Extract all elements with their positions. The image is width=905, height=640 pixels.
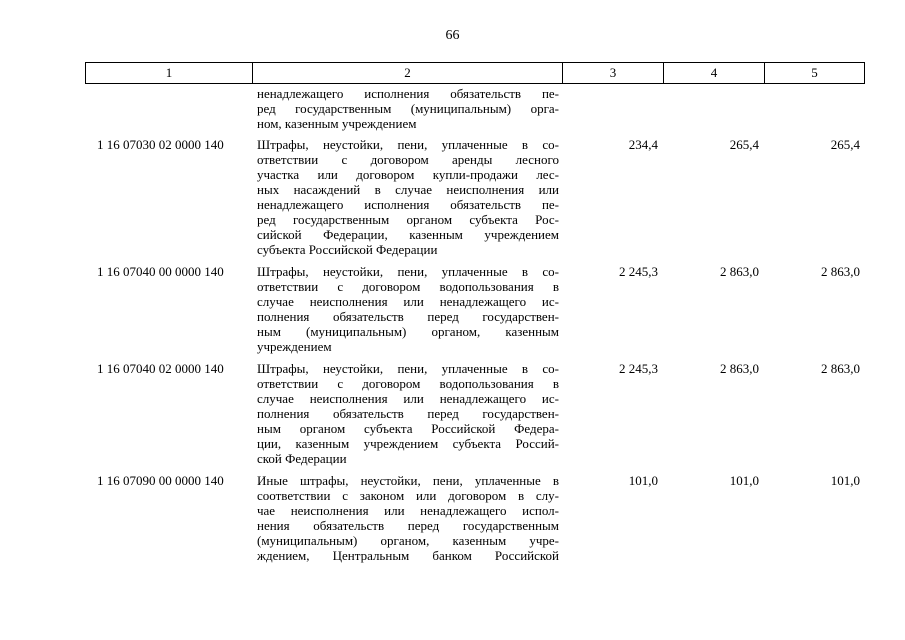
value-col4: 2 863,0 (720, 264, 759, 279)
description-line: ред государственным (муниципальным) орга- (257, 101, 559, 116)
value-col3: 2 245,3 (619, 361, 658, 376)
description-line: Штрафы, неустойки, пени, уплаченные в со- (257, 137, 559, 152)
description-line: случае неисполнения или ненадлежащего ис- (257, 294, 559, 309)
value-col3: 2 245,3 (619, 264, 658, 279)
column-header-5: 5 (764, 63, 865, 83)
value-col5: 101,0 (830, 473, 860, 488)
value-col4: 265,4 (729, 137, 759, 152)
value-col3: 234,4 (628, 137, 658, 152)
description-line: ждением, Центральным банком Российской (257, 548, 559, 563)
description-line: нения обязательств перед государственным (257, 518, 559, 533)
description-line: сийской Федерации, казенным учреждением (257, 227, 559, 242)
description-line: полнения обязательств перед государствен- (257, 309, 559, 324)
description-line: Иные штрафы, неустойки, пени, уплаченные в (257, 473, 559, 488)
row-description (257, 473, 559, 563)
value-col5: 2 863,0 (821, 264, 860, 279)
description-line: случае неисполнения или ненадлежащего ис- (257, 391, 559, 406)
description-line: учреждением (257, 339, 332, 354)
budget-code: 1 16 07040 02 0000 140 (97, 361, 224, 376)
description-line: участка или договором купли-продажи лес- (257, 167, 559, 182)
column-header-2: 2 (252, 63, 562, 83)
description-line: субъекта Российской Федерации (257, 242, 438, 257)
value-col3: 101,0 (628, 473, 658, 488)
description-line: чае неисполнения или ненадлежащего испол- (257, 503, 559, 518)
value-col5: 2 863,0 (821, 361, 860, 376)
description-line: ской Федерации (257, 451, 347, 466)
description-line: ных насаждений в случае неисполнения или (257, 182, 559, 197)
value-col4: 2 863,0 (720, 361, 759, 376)
description-line: (муниципальным) органом, казенным учре- (257, 533, 559, 548)
budget-code: 1 16 07090 00 0000 140 (97, 473, 224, 488)
row-description (257, 137, 559, 257)
description-line: ответствии с договором водопользования в (257, 376, 559, 391)
description-line: ным органом субъекта Российской Федера- (257, 421, 559, 436)
value-col5: 265,4 (830, 137, 860, 152)
value-col4: 101,0 (729, 473, 759, 488)
description-line: ненадлежащего исполнения обязательств пе- (257, 86, 559, 101)
budget-code: 1 16 07040 00 0000 140 (97, 264, 224, 279)
description-line: ном, казенным учреждением (257, 116, 417, 131)
description-line: Штрафы, неустойки, пени, уплаченные в со- (257, 361, 559, 376)
column-header-3: 3 (562, 63, 663, 83)
page-number: 66 (445, 28, 460, 43)
description-line: ным (муниципальным) органом, казенным (257, 324, 559, 339)
continued-description (257, 86, 559, 131)
column-header-1: 1 (85, 63, 252, 83)
table-header (85, 62, 865, 84)
budget-code: 1 16 07030 02 0000 140 (97, 137, 224, 152)
description-line: ответствии с договором аренды лесного (257, 152, 559, 167)
column-header-4: 4 (663, 63, 764, 83)
description-line: соответствии с законом или договором в слу- (257, 488, 559, 503)
description-line: ред государственным органом субъекта Рос- (257, 212, 559, 227)
description-line: ответствии с договором водопользования в (257, 279, 559, 294)
description-line: ции, казенным учреждением субъекта Россий- (257, 436, 559, 451)
row-description (257, 264, 559, 354)
description-line: ненадлежащего исполнения обязательств пе- (257, 197, 559, 212)
row-description (257, 361, 559, 466)
description-line: полнения обязательств перед государствен- (257, 406, 559, 421)
description-line: Штрафы, неустойки, пени, уплаченные в со- (257, 264, 559, 279)
